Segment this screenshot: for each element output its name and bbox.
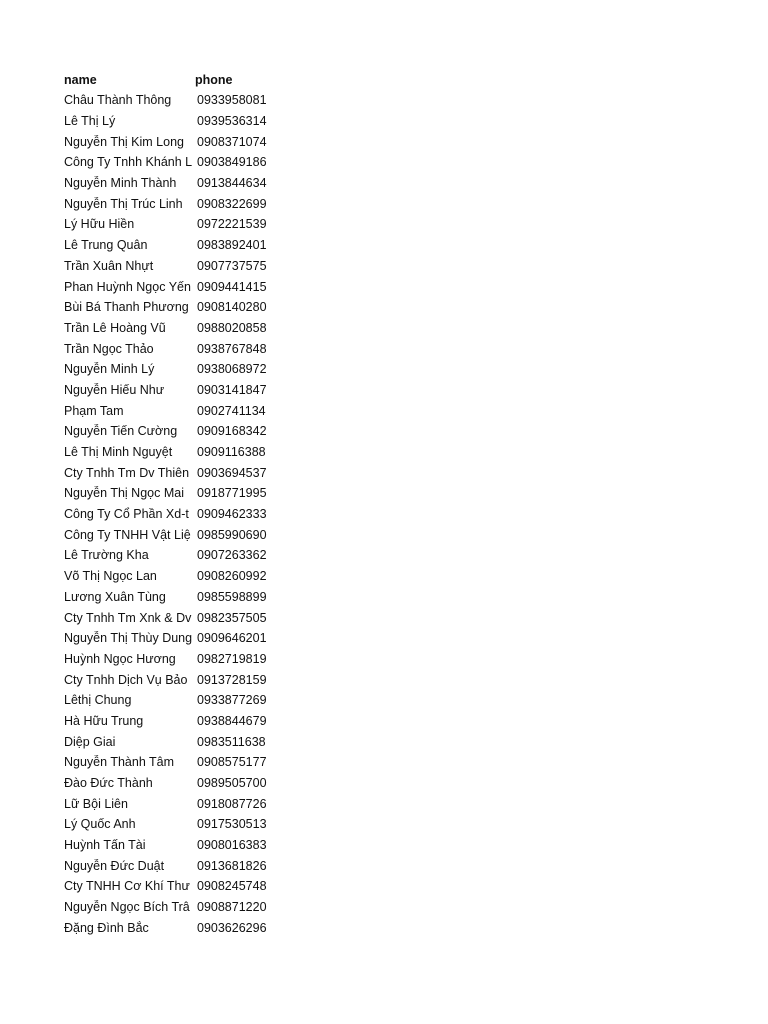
cell-phone: 0918771995: [197, 486, 267, 501]
table-row: [64, 587, 284, 608]
table-row: [64, 649, 284, 670]
cell-name: Cty Tnhh Tm Dv Thiên: [64, 465, 190, 480]
table-row: [64, 90, 284, 111]
cell-phone: 0908871220: [197, 900, 267, 915]
cell-name: Cty Tnhh Tm Xnk & Dv: [64, 610, 192, 625]
table-row: [64, 297, 284, 318]
cell-name: Hà Hữu Trung: [64, 713, 144, 728]
cell-phone: 0938767848: [197, 341, 267, 356]
table-row: [64, 876, 284, 897]
cell-name: Võ Thị Ngọc Lan: [64, 569, 157, 584]
cell-phone: 0972221539: [197, 217, 267, 232]
table-row: [64, 442, 284, 463]
table-row: [64, 793, 284, 814]
cell-name: Diệp Giai: [64, 734, 116, 749]
cell-phone: 0939536314: [197, 114, 267, 129]
cell-name: Lê Thị Lý: [64, 114, 116, 129]
cell-phone: 0908140280: [197, 300, 267, 315]
cell-name: Trần Lê Hoàng Vũ: [64, 320, 166, 335]
cell-phone: 0908575177: [197, 755, 267, 770]
table-row: [64, 276, 284, 297]
table-row: [64, 421, 284, 442]
column-header-name: name: [64, 73, 97, 87]
cell-phone: 0907737575: [197, 258, 267, 273]
cell-phone: 0913844634: [197, 176, 267, 191]
cell-name: Huỳnh Tấn Tài: [64, 838, 146, 853]
cell-phone: 0903626296: [197, 920, 267, 935]
cell-phone: 0902741134: [197, 403, 266, 418]
table-row: [64, 359, 284, 380]
cell-name: Trần Ngọc Thảo: [64, 341, 154, 356]
cell-phone: 0909441415: [197, 279, 267, 294]
table-body: [64, 90, 284, 938]
cell-phone: 0985990690: [197, 527, 267, 542]
cell-name: Công Ty TNHH Vật Liệ: [64, 527, 191, 542]
cell-name: Nguyễn Đức Duật: [64, 858, 165, 873]
cell-name: Đặng Đình Bắc: [64, 920, 149, 935]
cell-phone: 0933958081: [197, 93, 267, 108]
cell-name: Trần Xuân Nhựt: [64, 258, 154, 273]
table-row: [64, 690, 284, 711]
table-row: [64, 338, 284, 359]
cell-name: Đào Đức Thành: [64, 776, 153, 791]
cell-phone: 0989505700: [197, 776, 267, 791]
cell-name: Nguyễn Thị Thùy Dung: [64, 631, 193, 646]
cell-name: Châu Thành Thông: [64, 93, 172, 108]
table-row: [64, 400, 284, 421]
table-row: [64, 504, 284, 525]
cell-phone: 0938068972: [197, 362, 267, 377]
cell-name: Nguyễn Thành Tâm: [64, 755, 175, 770]
table-row: [64, 193, 284, 214]
cell-name: Cty Tnhh Dịch Vụ Bảo: [64, 672, 188, 687]
cell-name: Nguyễn Thị Trúc Linh: [64, 196, 183, 211]
table-row: [64, 111, 284, 132]
table-row: [64, 607, 284, 628]
column-header-phone: phone: [195, 73, 233, 87]
cell-name: Công Ty Tnhh Khánh L: [64, 155, 193, 170]
cell-name: Lê Trường Kha: [64, 548, 149, 563]
cell-name: Lữ Bội Liên: [64, 796, 128, 811]
cell-name: Nguyễn Thị Ngọc Mai: [64, 486, 184, 501]
cell-phone: 0985598899: [197, 589, 267, 604]
cell-phone: 0908371074: [197, 134, 267, 149]
cell-name: Lê Trung Quân: [64, 238, 148, 253]
table-row: [64, 628, 284, 649]
cell-phone: 0913728159: [197, 672, 267, 687]
table-row: [64, 524, 284, 545]
cell-name: Nguyễn Thị Kim Long: [64, 134, 184, 149]
table-row: [64, 483, 284, 504]
cell-name: Huỳnh Ngọc Hương: [64, 651, 176, 666]
table-row: [64, 318, 284, 339]
cell-phone: 0903694537: [197, 465, 267, 480]
cell-name: Lý Hữu Hiền: [64, 217, 135, 232]
cell-phone: 0908245748: [197, 879, 267, 894]
cell-phone: 0913681826: [197, 858, 267, 873]
table-row: [64, 380, 284, 401]
cell-name: Bùi Bá Thanh Phương: [64, 300, 189, 315]
cell-phone: 0988020858: [197, 320, 267, 335]
cell-phone: 0909116388: [197, 445, 266, 460]
cell-name: Nguyễn Hiếu Như: [64, 382, 165, 397]
table-row: [64, 462, 284, 483]
cell-phone: 0909168342: [197, 424, 267, 439]
cell-phone: 0908322699: [197, 196, 267, 211]
table-row: [64, 731, 284, 752]
table-row: [64, 214, 284, 235]
cell-phone: 0933877269: [197, 693, 267, 708]
table-row: [64, 256, 284, 277]
cell-phone: 0917530513: [197, 817, 267, 832]
cell-name: Nguyễn Ngọc Bích Trâ: [64, 900, 190, 915]
cell-phone: 0903849186: [197, 155, 267, 170]
table-row: [64, 545, 284, 566]
cell-name: Cty TNHH Cơ Khí Thư: [64, 879, 190, 894]
table-row: [64, 814, 284, 835]
cell-phone: 0983892401: [197, 238, 267, 253]
table-row: [64, 131, 284, 152]
cell-phone: 0983511638: [197, 734, 266, 749]
cell-name: Lý Quốc Anh: [64, 817, 136, 832]
cell-phone: 0903141847: [197, 382, 267, 397]
table-row: [64, 773, 284, 794]
table-header-row: [64, 70, 284, 90]
table-row: [64, 835, 284, 856]
cell-phone: 0908016383: [197, 838, 267, 853]
cell-name: Nguyễn Tiến Cường: [64, 424, 178, 439]
cell-name: Lêthị Chung: [64, 693, 132, 708]
cell-phone: 0938844679: [197, 713, 267, 728]
table-row: [64, 897, 284, 918]
cell-phone: 0909646201: [197, 631, 267, 646]
cell-name: Nguyễn Minh Thành: [64, 176, 177, 191]
cell-name: Lê Thị Minh Nguyệt: [64, 445, 173, 460]
cell-name: Phan Huỳnh Ngọc Yến: [64, 279, 191, 294]
cell-name: Nguyễn Minh Lý: [64, 362, 155, 377]
cell-phone: 0982357505: [197, 610, 267, 625]
table-row: [64, 669, 284, 690]
cell-name: Phạm Tam: [64, 403, 124, 418]
table-row: [64, 566, 284, 587]
cell-phone: 0908260992: [197, 569, 267, 584]
cell-phone: 0909462333: [197, 507, 267, 522]
table-row: [64, 918, 284, 939]
cell-name: Lương Xuân Tùng: [64, 589, 166, 604]
cell-phone: 0907263362: [197, 548, 267, 563]
contact-table: [64, 70, 284, 938]
cell-phone: 0918087726: [197, 796, 267, 811]
table-row: [64, 855, 284, 876]
cell-name: Công Ty Cổ Phần Xd-t: [64, 507, 189, 522]
table-row: [64, 152, 284, 173]
table-row: [64, 235, 284, 256]
table-row: [64, 711, 284, 732]
table-row: [64, 173, 284, 194]
cell-phone: 0982719819: [197, 651, 267, 666]
table-row: [64, 752, 284, 773]
